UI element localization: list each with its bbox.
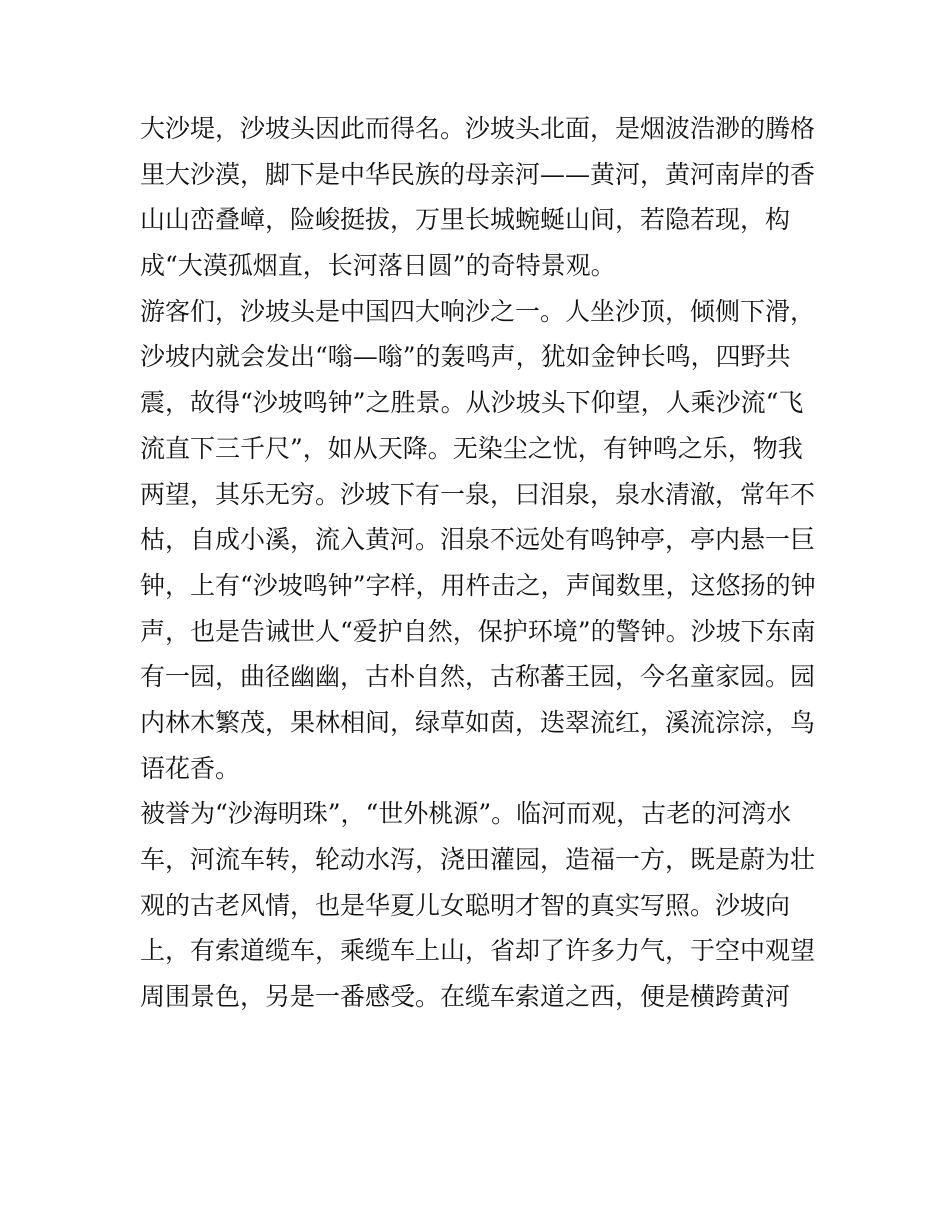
text-line: 流直下三千尺”，如从天降。无染尘之忧，有钟鸣之乐，物我 — [140, 433, 803, 463]
text-line: 大沙堤，沙坡头因此而得名。沙坡头北面，是烟波浩渺的腾格 — [140, 114, 816, 143]
text-line: 钟，上有“沙坡鸣钟”字样，用杵击之，声闻数里，这悠扬的钟 — [140, 570, 816, 600]
text-line: 游客们，沙坡头是中国四大响沙之一。人坐沙顶，倾侧下滑， — [140, 296, 816, 326]
text-line: 上，有索道缆车，乘缆车上山，省却了许多力气，于空中观望 — [140, 936, 816, 966]
text-line: 里大沙漠，脚下是中华民族的母亲河——黄河，黄河南岸的香 — [140, 159, 816, 189]
body-text — [140, 106, 820, 1020]
text-line: 语花香。 — [140, 753, 241, 783]
text-line: 被誉为“沙海明珠”，“世外桃源”。临河而观，古老的河湾水 — [140, 799, 792, 829]
text-line: 两望，其乐无穷。沙坡下有一泉，曰泪泉，泉水清澈，常年不 — [140, 479, 816, 509]
text-line: 有一园，曲径幽幽，古朴自然，古称蕃王园，今名童家园。园 — [140, 662, 816, 692]
text-line: 车，河流车转，轮动水泻，浇田灌园，造福一方，既是蔚为壮 — [140, 845, 816, 874]
text-line: 内林木繁茂，果林相间，绿草如茵，迭翠流红，溪流淙淙，鸟 — [140, 707, 816, 737]
text-line: 枯，自成小溪，流入黄河。泪泉不远处有鸣钟亭，亭内悬一巨 — [140, 525, 816, 555]
text-line: 观的古老风情，也是华夏儿女聪明才智的真实写照。沙坡向 — [140, 890, 791, 920]
text-line: 沙坡内就会发出“嗡—嗡”的轰鸣声，犹如金钟长鸣，四野共 — [140, 342, 791, 372]
text-line: 声，也是告诫世人“爱护自然，保护环境”的警钟。沙坡下东南 — [140, 616, 816, 646]
text-line: 周围景色，另是一番感受。在缆车索道之西，便是横跨黄河 — [140, 982, 791, 1012]
text-line: 震，故得“沙坡鸣钟”之胜景。从沙坡头下仰望，人乘沙流“飞 — [140, 388, 804, 418]
text-line: 成“大漠孤烟直，长河落日圆”的奇特景观。 — [140, 251, 616, 281]
text-line: 山山峦叠嶂，险峻挺拔，万里长城蜿蜒山间，若隐若现，构 — [140, 205, 791, 235]
